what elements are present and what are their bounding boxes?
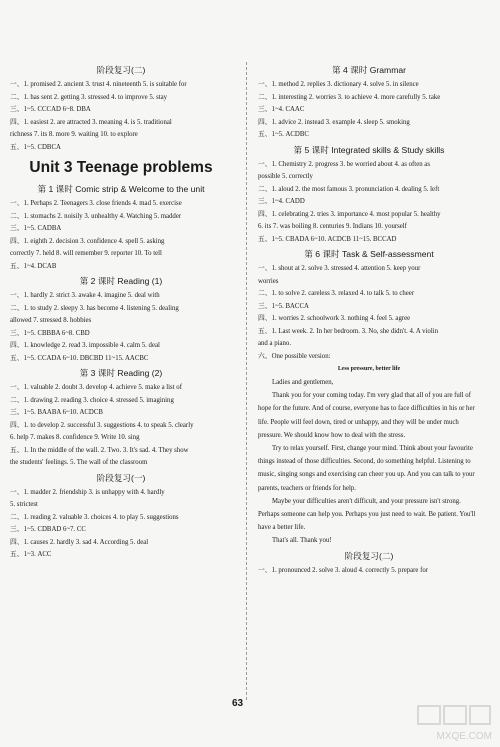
section-title: 阶段复习(二) — [344, 550, 394, 561]
answer-line: 四、1. easiest 2. are attracted 3. meaning 4. is 5. traditional — [10, 118, 172, 126]
answer-line: 三、1~4. CADD — [258, 198, 305, 205]
answer-line: 四、1. to develop 2. successful 3. suggestions 4. to speak 5. clearly — [10, 421, 194, 429]
section-title: 第 5 课时 Integrated skills & Study skills — [293, 144, 445, 155]
answer-line: 五、1. Last week. 2. In her bedroom. 3. No, she didn't. 4. A violin — [258, 327, 438, 335]
answer-line: 一、1. madder 2. friendship 3. is unhappy with 4. hardly — [10, 488, 165, 496]
watermark-text: MXQE.COM — [436, 731, 492, 742]
section-title: 第 4 课时 Grammar — [331, 65, 406, 75]
essay-title: Less pressure, better life — [337, 366, 401, 372]
column-divider — [246, 62, 247, 700]
answer-line: 二、1. to study 2. sleepy 3. has become 4. listening 5. dealing — [10, 304, 179, 312]
answer-line: 一、1. Perhaps 2. Teenagers 3. close friends 4. mad 5. exercise — [10, 200, 182, 207]
answer-line: allowed 7. stressed 8. hobbies — [10, 317, 92, 324]
section-title: 第 2 课时 Reading (1) — [79, 276, 163, 286]
right-answers — [258, 63, 480, 363]
answer-line: 四、1. advice 2. instead 3. example 4. sleep 5. smoking — [258, 118, 410, 126]
right-column — [258, 62, 480, 577]
answer-line: 一、1. hardly 2. strict 3. awake 4. imagine 5. deal with — [10, 292, 160, 299]
answer-line: 一、1. valuable 2. doubt 3. develop 4. achieve 5. make a list of — [10, 384, 182, 391]
answer-line: worries — [258, 277, 279, 285]
essay-paragraph: Try to relax yourself. First, change your mind. Think about your favourite things instead of those difficulties. Second, do something helpful. Listening to music, singing songs and exercising can cheer you up. And you can talk to your parents, teachers or friends for help. — [258, 445, 475, 492]
answer-line: 二、1. to solve 2. careless 3. relaxed 4. to talk 5. to cheer — [258, 290, 415, 297]
answer-line: 五、1~5. CDBCA — [10, 143, 61, 151]
answer-line: 五、1~4. DCAB — [10, 262, 57, 270]
answer-line: 四、1. celebrating 2. tries 3. importance 4. most popular 5. healthy — [258, 210, 441, 218]
answer-line: correctly 7. held 8. will remember 9. reporter 10. To tell — [10, 250, 162, 257]
answer-line: 五、1~5. CBADA 6~10. ACDCB 11~15. BCCAD — [258, 235, 397, 243]
answer-line: and a piano. — [258, 340, 292, 347]
essay-paragraph: Ladies and gentlemen, — [272, 379, 334, 386]
answer-line: 6. help 7. makes 8. confidence 9. Write 10. sing — [10, 434, 140, 441]
page-number: 63 — [232, 698, 244, 709]
answer-line: 五、1~5. CCADA 6~10. DBCBD 11~15. AACBC — [10, 354, 149, 362]
section-title: 第 1 课时 Comic strip & Welcome to the unit — [37, 184, 205, 194]
answer-line: 6. its 7. was boiling 8. centuries 9. Indians 10. yourself — [258, 223, 407, 230]
answer-line: 四、1. worries 2. schoolwork 3. nothing 4. feel 5. agree — [258, 315, 411, 322]
answer-line: 二、1. has sent 2. getting 3. stressed 4. to improve 5. stay — [10, 93, 168, 101]
answer-line: 5. strictest — [10, 501, 38, 508]
answer-line: 三、1~5. CBBBA 6~8. CBD — [10, 329, 90, 337]
answer-line: 五、1. In the middle of the wall. 2. Two. 3. It's sad. 4. They show — [10, 446, 189, 454]
answer-line: richness 7. its 8. more 9. waiting 10. to explore — [10, 131, 138, 138]
essay-paragraph: Maybe your difficulties aren't difficult, and your pressure isn't strong. Perhaps someone can help you. Perhaps you just need to wait. Be patient. You'll have a better life. — [258, 497, 476, 532]
right-tail-answers — [258, 549, 480, 578]
answer-line: 二、1. drawing 2. reading 3. choice 4. stressed 5. imagining — [10, 396, 174, 404]
essay-paragraph: Thank you for your coming today. I'm very glad that all of you are full of hope for the future. And of course, everyone has to face difficulties in his or her life. People will feel down, tired or unhappy, and they will be under much pressure. We should know how to deal with the stress. — [258, 392, 475, 439]
unit-title: Unit 3 Teenage problems — [29, 159, 213, 176]
section-title: 第 3 课时 Reading (2) — [79, 368, 163, 378]
answer-line: 二、1. stomachs 2. noisily 3. unhealthy 4. Watching 5. madder — [10, 212, 182, 220]
watermark-logo — [414, 702, 494, 742]
essay-paragraph: That's all. Thank you! — [272, 537, 332, 545]
answer-line: 五、1~3. ACC — [10, 551, 52, 558]
answer-line: 二、1. interesting 2. worries 3. to achieve 4. more carefully 5. take — [258, 93, 441, 101]
answer-line: 三、1~5. BAABA 6~10. ACDCB — [10, 409, 103, 416]
essay — [258, 363, 480, 548]
section-title: 阶段复习(二) — [96, 65, 146, 75]
essay-body — [258, 376, 480, 548]
answer-line: 四、1. eighth 2. decision 3. confidence 4. spell 5. asking — [10, 237, 165, 245]
answer-line: 三、1~5. CCCAD 6~8. DBA — [10, 106, 91, 113]
answer-line: 三、1~4. CAAC — [258, 106, 305, 113]
answer-line: 一、1. Chemistry 2. progress 3. be worried about 4. as often as — [258, 160, 430, 168]
answer-line: 四、1. causes 2. hardly 3. sad 4. According 5. deal — [10, 538, 149, 546]
section-title: 第 6 课时 Task & Self-assessment — [304, 249, 434, 259]
answer-line: 二、1. aloud 2. the most famous 3. pronunciation 4. dealing 5. left — [258, 185, 440, 193]
answer-line: 五、1~5. ACDBC — [258, 131, 309, 138]
answer-line: 一、1. shout at 2. solve 3. stressed 4. attention 5. keep your — [258, 265, 421, 272]
answer-line: the students' feelings. 5. The wall of the classroom — [10, 459, 148, 466]
answer-line: possible 5. correctly — [258, 173, 313, 180]
answer-line: 三、1~5. BACCA — [258, 302, 309, 310]
left-column — [10, 62, 232, 562]
answer-line: 三、1~5. CADBA — [10, 225, 62, 232]
section-title: 阶段复习(一) — [96, 472, 146, 483]
answer-line: 一、1. method 2. replies 3. dictionary 4. solve 5. in silence — [258, 81, 419, 88]
answer-line: 二、1. reading 2. valuable 3. choices 4. to play 5. suggestions — [10, 513, 179, 521]
answer-line: 六、One possible version: — [258, 352, 331, 360]
answer-line: 三、1~5. CDBAD 6~7. CC — [10, 526, 86, 533]
answer-line: 四、1. knowledge 2. read 3. impossible 4. calm 5. deal — [10, 342, 160, 349]
answer-line: 一、1. pronounced 2. solve 3. aloud 4. correctly 5. prepare for — [258, 566, 429, 574]
answer-line: 一、1. promised 2. ancient 3. trust 4. nineteenth 5. is suitable for — [10, 81, 187, 88]
